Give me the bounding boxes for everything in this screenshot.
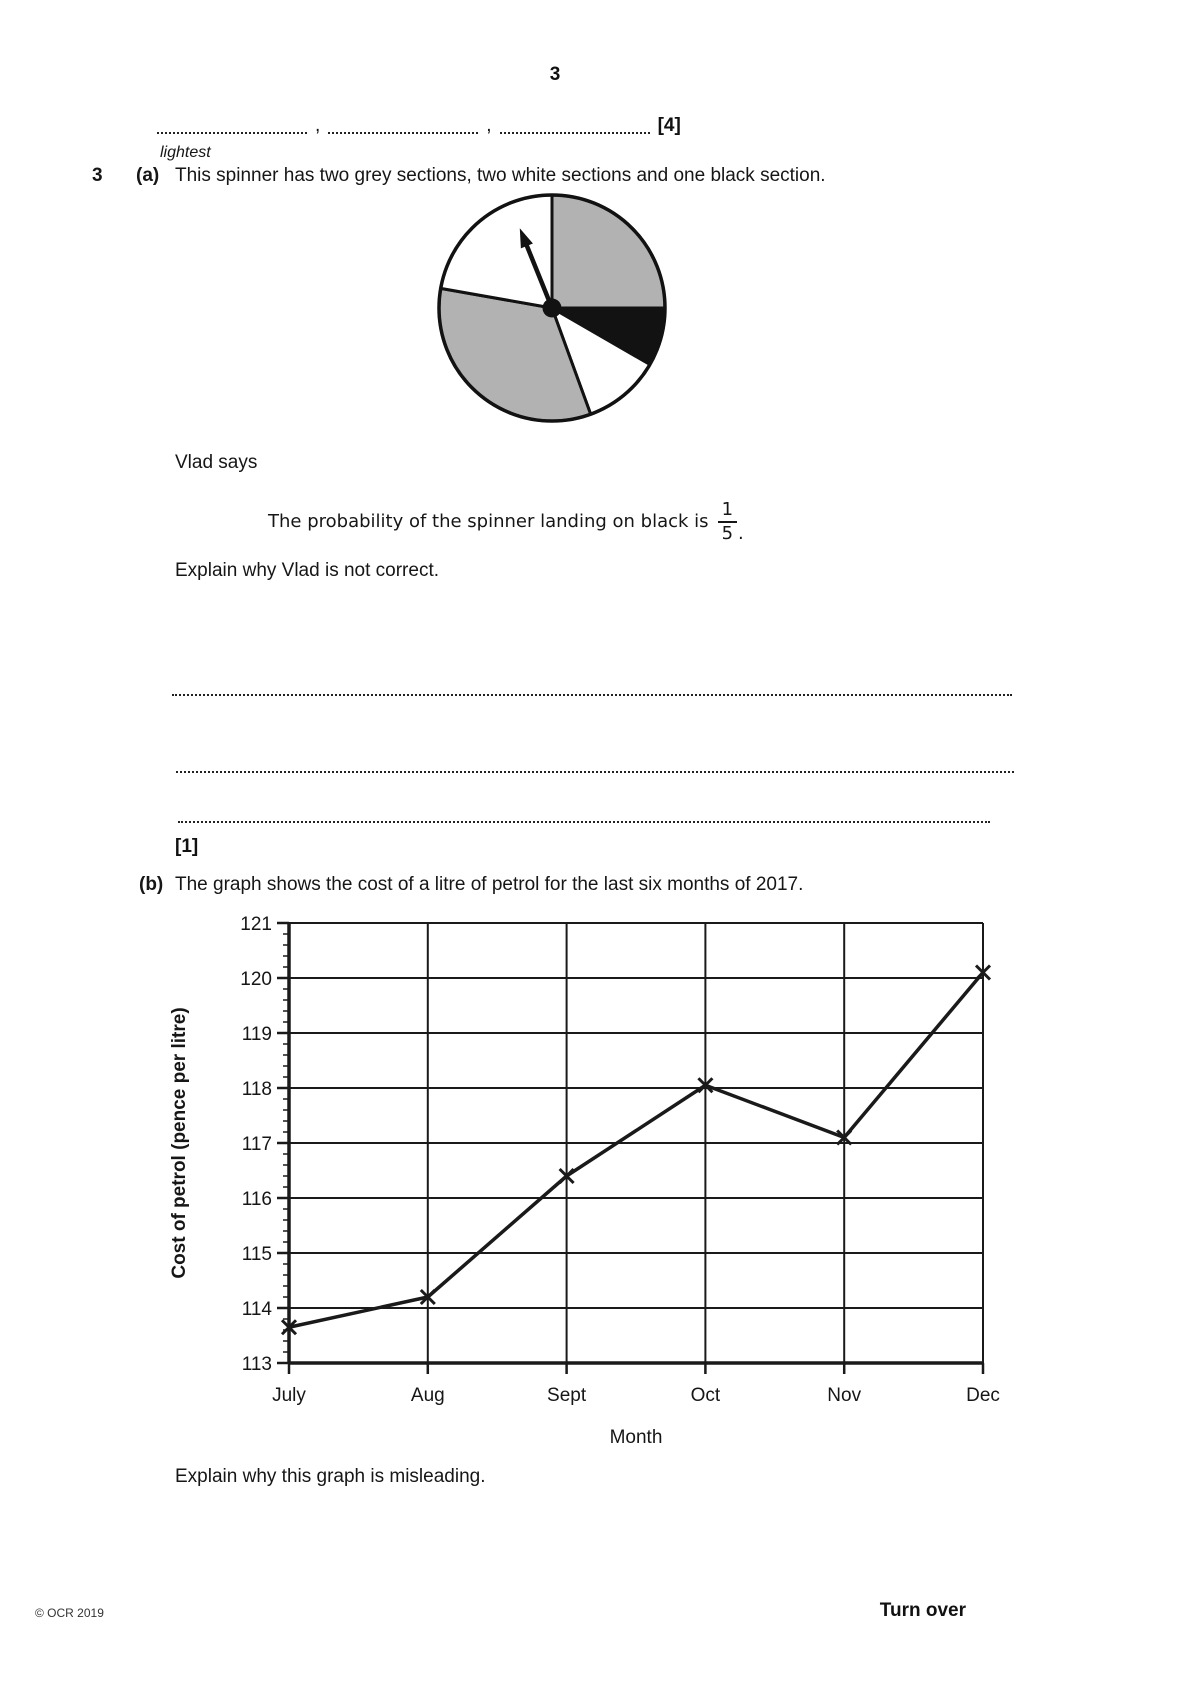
answer-line bbox=[178, 819, 990, 823]
marks-4: [4] bbox=[657, 115, 681, 136]
previous-answer-line bbox=[157, 116, 681, 134]
svg-text:117: 117 bbox=[241, 1134, 272, 1155]
answer-blank bbox=[328, 116, 478, 134]
question-number: 3 bbox=[92, 165, 103, 186]
svg-text:Cost of petrol (pence per litr: Cost of petrol (pence per litre) bbox=[169, 1007, 190, 1279]
svg-text:113: 113 bbox=[241, 1354, 272, 1375]
vlad-says-label: Vlad says bbox=[175, 452, 258, 473]
part-b-label: (b) bbox=[139, 874, 164, 895]
page-number: 3 bbox=[549, 64, 561, 85]
part-a-explain-prompt: Explain why Vlad is not correct. bbox=[175, 560, 440, 581]
separator: , bbox=[315, 115, 321, 136]
question-3b-row bbox=[0, 874, 1100, 896]
svg-text:119: 119 bbox=[241, 1024, 272, 1045]
petrol-price-chart bbox=[140, 900, 1040, 1460]
svg-text:July: July bbox=[272, 1385, 306, 1406]
svg-text:114: 114 bbox=[241, 1299, 272, 1320]
fraction-numerator: 1 bbox=[718, 500, 737, 523]
annotation-lightest: lightest bbox=[160, 144, 211, 161]
turn-over-label: Turn over bbox=[879, 1600, 966, 1621]
part-b-explain-prompt: Explain why this graph is misleading. bbox=[175, 1466, 486, 1487]
quote-text: The probability of the spinner landing on black is bbox=[268, 511, 709, 533]
answer-blank bbox=[500, 116, 650, 134]
fraction-one-fifth bbox=[718, 500, 737, 544]
svg-text:115: 115 bbox=[241, 1244, 272, 1265]
copyright: © OCR 2019 bbox=[35, 1606, 104, 1620]
question-3a-row bbox=[0, 165, 1100, 187]
part-a-label: (a) bbox=[136, 165, 160, 186]
part-a-text: This spinner has two grey sections, two white sections and one black section. bbox=[175, 165, 826, 186]
part-b-text: The graph shows the cost of a litre of petrol for the last six months of 2017. bbox=[175, 874, 804, 895]
svg-text:Dec: Dec bbox=[966, 1385, 1000, 1406]
spinner-figure bbox=[413, 186, 698, 436]
svg-text:Oct: Oct bbox=[690, 1385, 721, 1406]
separator: , bbox=[486, 115, 492, 136]
part-a-marks: [1] bbox=[175, 836, 199, 857]
svg-text:118: 118 bbox=[241, 1079, 272, 1100]
answer-line bbox=[176, 769, 1014, 773]
vlad-quote bbox=[268, 500, 744, 544]
svg-text:Month: Month bbox=[609, 1427, 663, 1448]
svg-text:Sept: Sept bbox=[547, 1385, 587, 1406]
answer-blank bbox=[157, 116, 307, 134]
svg-text:116: 116 bbox=[241, 1189, 272, 1210]
quote-period: . bbox=[738, 522, 744, 544]
answer-line bbox=[172, 692, 1012, 696]
svg-text:Aug: Aug bbox=[410, 1385, 445, 1406]
svg-text:Nov: Nov bbox=[827, 1385, 862, 1406]
fraction-denominator: 5 bbox=[721, 522, 734, 544]
svg-text:120: 120 bbox=[240, 969, 272, 990]
svg-text:121: 121 bbox=[240, 914, 272, 935]
